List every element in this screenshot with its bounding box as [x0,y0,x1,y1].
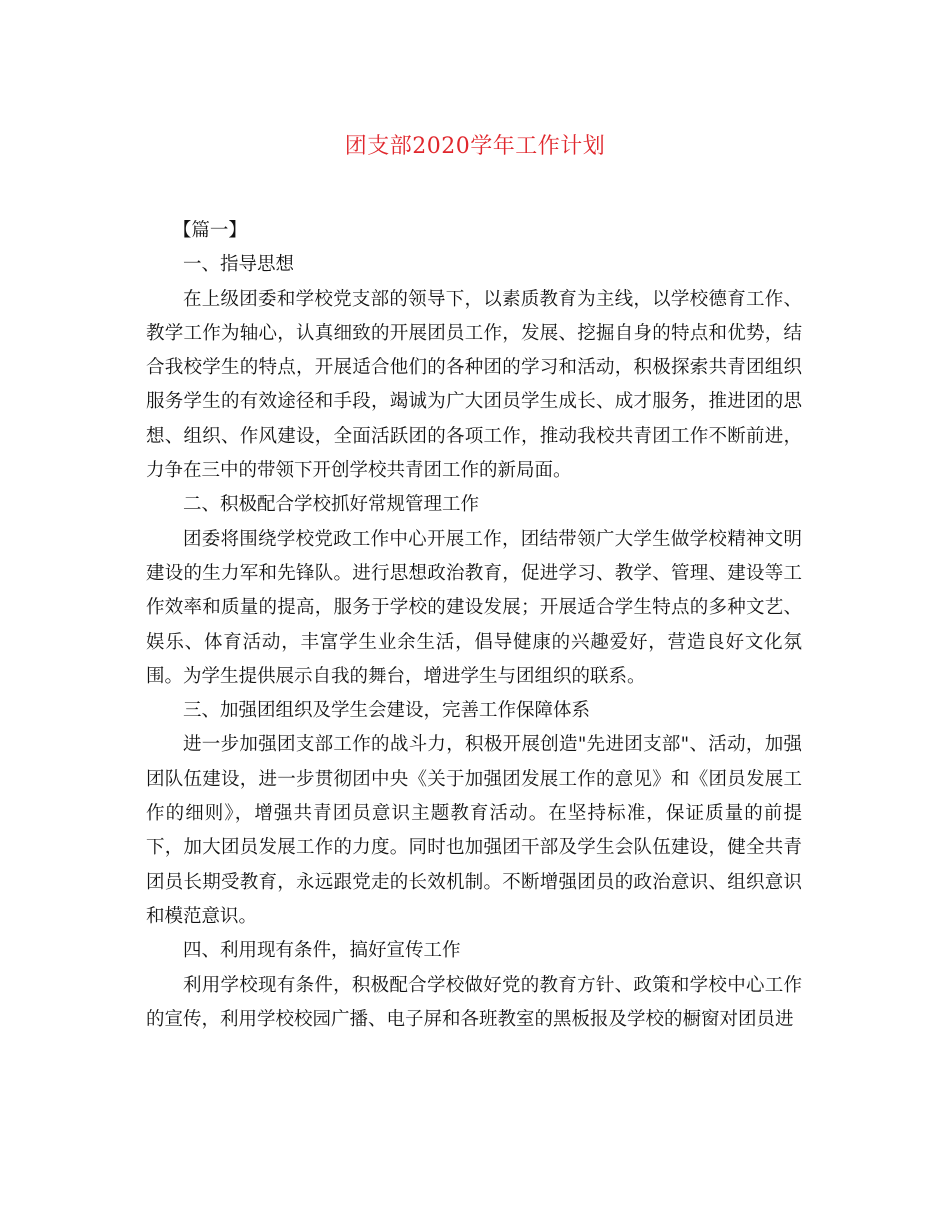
heading-4: 四、利用现有条件，搞好宣传工作 [183,940,461,962]
heading-1: 一、指导思想 [183,254,295,276]
heading-3: 三、加强团组织及学生会建设，完善工作保障体系 [183,700,591,722]
heading-2: 二、积极配合学校抓好常规管理工作 [183,494,480,516]
paragraph-3: 进一步加强团支部工作的战斗力，积极开展创造"先进团支部"、活动，加强团队伍建设，进一步贯彻团中央《关于加强团发展工作的意见》和《团员发展工作的细则》，增强共青团员意识主题教育活动。在坚持标准，保证质量的前提下，加大团员发展工作的力度。同时也加强团干部及学生会队伍建设，健全共青团员长期受教育，永远跟党走的长效机制。不断增强团员的政治意识、组织意识和模范意识。 [146,734,802,927]
paragraph-1: 在上级团委和学校党支部的领导下，以素质教育为主线，以学校德育工作、教学工作为轴心，认真细致的开展团员工作，发展、挖掘自身的特点和优势，结合我校学生的特点，开展适合他们的各种团的学习和活动，积极探索共青团组织服务学生的有效途径和手段，竭诚为广大团员学生成长、成才服务，推进团的思想、组织、作风建设，全面活跃团的各项工作，推动我校共青团工作不断前进，力争在三中的带领下开创学校共青团工作的新局面。 [146,288,802,482]
paragraph-2: 团委将围绕学校党政工作中心开展工作，团结带领广大学生做学校精神文明建设的生力军和先锋队。进行思想政治教育，促进学习、教学、管理、建设等工作效率和质量的提高，服务于学校的建设发展；开展适合学生特点的多种文艺、娱乐、体育活动，丰富学生业余生活，倡导健康的兴趣爱好，营造良好文化氛围。为学生提供展示自我的舞台，增进学生与团组织的联系。 [146,528,802,687]
document-body [146,214,802,1037]
document-title: 团支部2020学年工作计划 [344,134,606,159]
paragraph-4: 利用学校现有条件，积极配合学校做好党的教育方针、政策和学校中心工作的宣传，利用学校校园广播、电子屏和各班教室的黑板报及学校的橱窗对团员进 [146,974,802,1030]
section-marker: 【篇一】 [172,220,247,241]
